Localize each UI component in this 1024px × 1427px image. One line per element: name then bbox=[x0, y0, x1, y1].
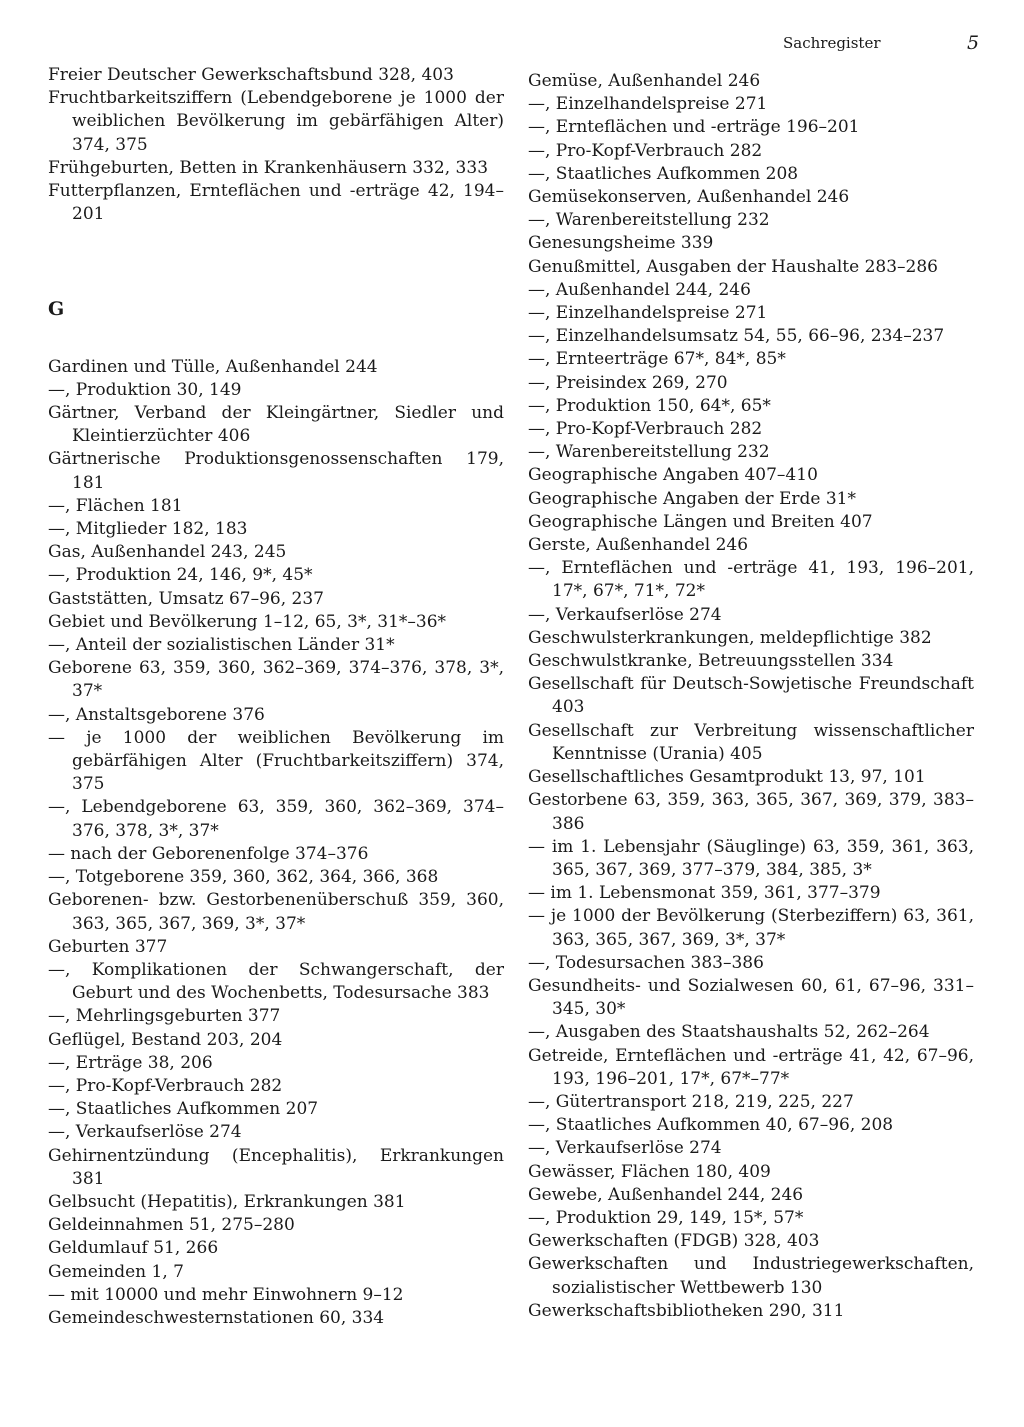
index-entry: Geborene 63, 359, 360, 362–369, 374–376, 378, 3*, 37* bbox=[48, 658, 504, 702]
index-entry: Gemeinden 1, 7 bbox=[48, 1261, 184, 1282]
index-entry: Gewerkschaften (FDGB) 328, 403 bbox=[528, 1231, 820, 1252]
index-entry: Gesundheits- und Sozialwesen 60, 61, 67–96, 331–345, 30* bbox=[528, 975, 974, 1020]
index-entry: Genesungsheime 339 bbox=[528, 233, 714, 254]
index-entry: Genußmittel, Ausgaben der Haushalte 283–286 bbox=[528, 256, 939, 277]
index-entry: —, Ernteerträge 67*, 84*, 85* bbox=[528, 349, 786, 370]
index-entry: — im 1. Lebensjahr (Säuglinge) 63, 359, 361, 363, 365, 367, 369, 377–379, 384, 385, 3* bbox=[528, 836, 974, 880]
section-letter: G bbox=[48, 298, 65, 321]
spacer bbox=[48, 322, 504, 356]
index-entry: —, Außenhandel 244, 246 bbox=[528, 279, 751, 300]
index-entry: Gaststätten, Umsatz 67–96, 237 bbox=[48, 588, 324, 609]
index-entry: Gewerkschaftsbibliotheken 290, 311 bbox=[528, 1300, 845, 1321]
index-entry: Gewässer, Flächen 180, 409 bbox=[528, 1161, 771, 1182]
index-entry: —, Produktion 30, 149 bbox=[48, 379, 242, 400]
index-entry: —, Mehrlingsgeburten 377 bbox=[48, 1006, 281, 1027]
index-entry: —, Staatliches Aufkommen 208 bbox=[528, 163, 799, 184]
page-header bbox=[0, 34, 1024, 58]
index-entry: —, Einzelhandelspreise 271 bbox=[528, 303, 768, 324]
index-entry: Freier Deutscher Gewerkschaftsbund 328, 403 bbox=[48, 65, 454, 85]
index-block-g-continued bbox=[528, 70, 974, 1323]
index-entry: —, Verkaufserlöse 274 bbox=[48, 1122, 242, 1143]
index-entry: —, Ernteflächen und -erträge 41, 193, 196–201, 17*, 67*, 71*, 72* bbox=[528, 558, 974, 602]
index-entry: Gemeindeschwesternstationen 60, 334 bbox=[48, 1307, 385, 1328]
index-entry: Geographische Angaben 407–410 bbox=[528, 465, 818, 486]
spacer bbox=[48, 226, 504, 298]
index-entry: —, Flächen 181 bbox=[48, 495, 183, 516]
page-number: 5 bbox=[967, 32, 980, 54]
index-entry: —, Anstaltsgeborene 376 bbox=[48, 704, 265, 725]
index-entry: —, Warenbereitstellung 232 bbox=[528, 442, 770, 463]
index-block-g bbox=[48, 356, 504, 1331]
index-entry: Geflügel, Bestand 203, 204 bbox=[48, 1029, 283, 1050]
index-entry: —, Anteil der sozialistischen Länder 31* bbox=[48, 635, 395, 656]
index-entry: —, Verkaufserlöse 274 bbox=[528, 604, 722, 625]
index-entry: Gehirnentzündung (Encephalitis), Erkrankungen 381 bbox=[48, 1145, 504, 1189]
index-entry: —, Todesursachen 383–386 bbox=[528, 952, 764, 973]
index-entry: Fruchtbarkeitsziffern (Lebendgeborene je 1000 der weiblichen Bevölkerung im gebärfähigen Alter) 374, 375 bbox=[48, 88, 504, 155]
index-entry: —, Totgeborene 359, 360, 362, 364, 366, 368 bbox=[48, 867, 439, 888]
index-entry: —, Pro-Kopf-Verbrauch 282 bbox=[528, 419, 763, 440]
index-entry: — im 1. Lebensmonat 359, 361, 377–379 bbox=[528, 883, 881, 904]
index-entry: —, Mitglieder 182, 183 bbox=[48, 519, 248, 540]
index-entry: Gesellschaft für Deutsch-Sowjetische Freundschaft 403 bbox=[528, 674, 974, 718]
index-entry: Gestorbene 63, 359, 363, 365, 367, 369, 379, 383–386 bbox=[528, 790, 974, 834]
index-entry: Futterpflanzen, Ernteflächen und -erträge 42, 194–201 bbox=[48, 181, 504, 225]
index-entry: — je 1000 der weiblichen Bevölkerung im gebärfähigen Alter (Fruchtbarkeitsziffern) 374, 375 bbox=[48, 727, 504, 795]
right-column bbox=[528, 70, 974, 1323]
index-entry: —, Produktion 24, 146, 9*, 45* bbox=[48, 565, 313, 586]
index-entry: —, Lebendgeborene 63, 359, 360, 362–369, 374–376, 378, 3*, 37* bbox=[48, 797, 504, 841]
index-entry: Gebiet und Bevölkerung 1–12, 65, 3*, 31*–36* bbox=[48, 611, 447, 632]
index-entry: Geldumlauf 51, 266 bbox=[48, 1238, 219, 1259]
index-entry: Geborenen- bzw. Gestorbenenüberschuß 359, 360, 363, 365, 367, 369, 3*, 37* bbox=[48, 890, 504, 934]
index-entry: — nach der Geborenenfolge 374–376 bbox=[48, 843, 369, 864]
index-entry: Geschwulsterkrankungen, meldepflichtige 382 bbox=[528, 627, 932, 648]
index-entry: Gewebe, Außenhandel 244, 246 bbox=[528, 1184, 804, 1205]
running-head: Sachregister bbox=[783, 34, 881, 52]
index-entry: —, Staatliches Aufkommen 207 bbox=[48, 1099, 319, 1120]
index-entry: Geschwulstkranke, Betreuungsstellen 334 bbox=[528, 651, 894, 672]
index-entry: Geburten 377 bbox=[48, 936, 168, 957]
left-column bbox=[48, 64, 504, 1330]
index-entry: —, Erträge 38, 206 bbox=[48, 1052, 213, 1073]
index-entry: Gemüsekonserven, Außenhandel 246 bbox=[528, 187, 850, 208]
index-entry: Geographische Längen und Breiten 407 bbox=[528, 511, 873, 532]
index-entry: Getreide, Ernteflächen und -erträge 41, 42, 67–96, 193, 196–201, 17*, 67*–77* bbox=[528, 1045, 974, 1089]
index-entry: Gemüse, Außenhandel 246 bbox=[528, 71, 761, 91]
index-entry: Geographische Angaben der Erde 31* bbox=[528, 488, 856, 509]
index-entry: —, Komplikationen der Schwangerschaft, der Geburt und des Wochenbetts, Todesursache 383 bbox=[48, 959, 504, 1004]
index-entry: —, Verkaufserlöse 274 bbox=[528, 1138, 722, 1159]
index-entry: Gärtnerische Produktionsgenossenschaften 179, 181 bbox=[48, 449, 504, 493]
index-entry: —, Pro-Kopf-Verbrauch 282 bbox=[528, 140, 763, 161]
index-entry: — je 1000 der Bevölkerung (Sterbeziffern) 63, 361, 363, 365, 367, 369, 3*, 37* bbox=[528, 906, 974, 950]
index-entry: —, Gütertransport 218, 219, 225, 227 bbox=[528, 1091, 854, 1112]
index-entry: — mit 10000 und mehr Einwohnern 9–12 bbox=[48, 1284, 404, 1305]
index-entry: —, Produktion 150, 64*, 65* bbox=[528, 395, 771, 416]
index-entry: Gesellschaftliches Gesamtprodukt 13, 97, 101 bbox=[528, 767, 926, 788]
index-entry: —, Produktion 29, 149, 15*, 57* bbox=[528, 1207, 804, 1228]
index-entry: Gelbsucht (Hepatitis), Erkrankungen 381 bbox=[48, 1191, 406, 1212]
index-entry: —, Pro-Kopf-Verbrauch 282 bbox=[48, 1075, 283, 1096]
index-entry: Gesellschaft zur Verbreitung wissenschaftlicher Kenntnisse (Urania) 405 bbox=[528, 720, 974, 764]
index-entry: —, Warenbereitstellung 232 bbox=[528, 210, 770, 231]
index-entry: Frühgeburten, Betten in Krankenhäusern 332, 333 bbox=[48, 157, 489, 178]
index-entry: Geldeinnahmen 51, 275–280 bbox=[48, 1215, 295, 1236]
index-entry: —, Einzelhandelspreise 271 bbox=[528, 94, 768, 115]
index-entry: Gewerkschaften und Industriegewerkschaften, sozialistischer Wettbewerb 130 bbox=[528, 1254, 974, 1298]
index-entry: —, Einzelhandelsumsatz 54, 55, 66–96, 234–237 bbox=[528, 326, 945, 347]
index-block-f bbox=[48, 64, 504, 226]
index-entry: Gärtner, Verband der Kleingärtner, Siedler und Kleintierzüchter 406 bbox=[48, 403, 504, 447]
index-entry: —, Staatliches Aufkommen 40, 67–96, 208 bbox=[528, 1115, 894, 1136]
index-entry: Gerste, Außenhandel 246 bbox=[528, 535, 749, 556]
index-entry: Gas, Außenhandel 243, 245 bbox=[48, 542, 287, 563]
index-entry: —, Preisindex 269, 270 bbox=[528, 372, 728, 393]
index-entry: —, Ausgaben des Staatshaushalts 52, 262–264 bbox=[528, 1022, 930, 1043]
index-entry: —, Ernteflächen und -erträge 196–201 bbox=[528, 117, 860, 138]
index-entry: Gardinen und Tülle, Außenhandel 244 bbox=[48, 356, 378, 377]
